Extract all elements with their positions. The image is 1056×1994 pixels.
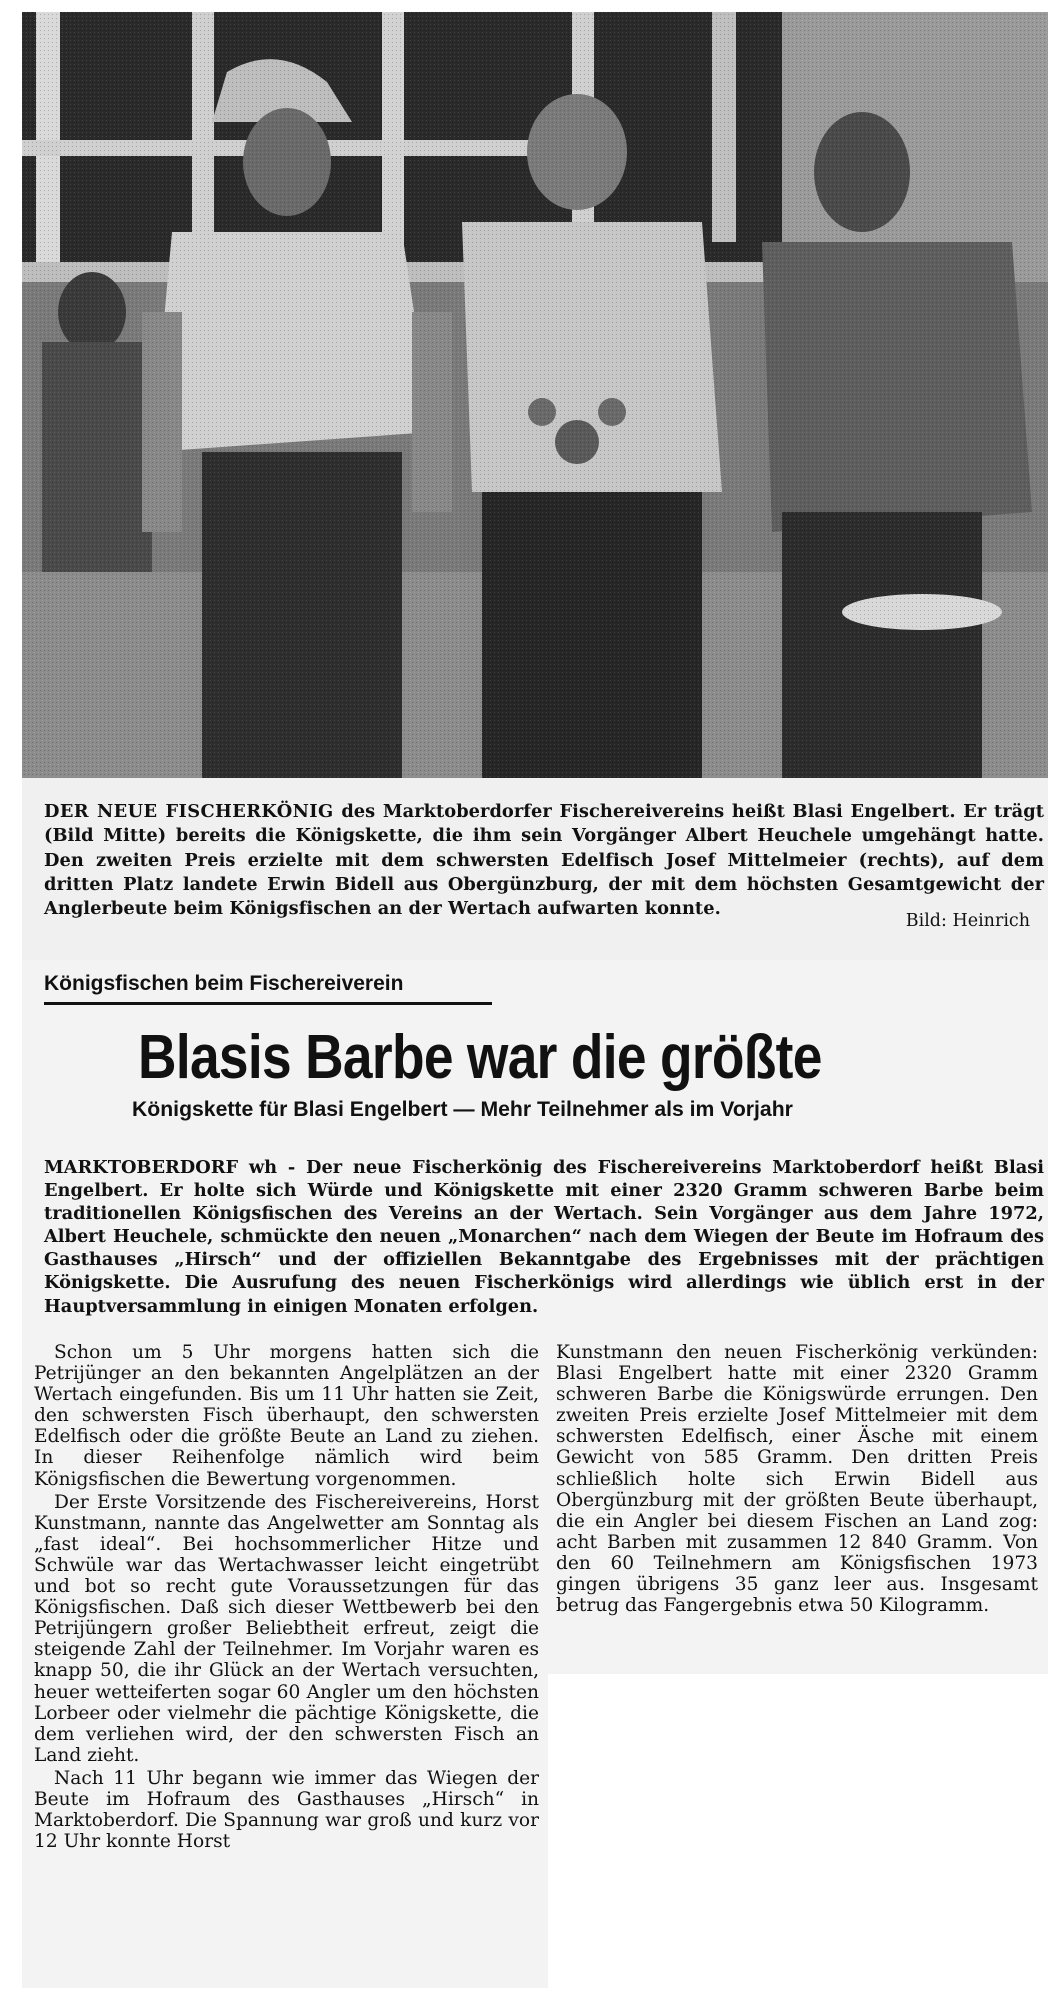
kicker: Königsfischen beim Fischereiverein [44,972,404,995]
photo-credit: Bild: Heinrich [905,911,1030,931]
newspaper-clipping [14,8,1054,1988]
article-column-left [22,1338,548,1988]
caption-text [44,800,1044,921]
article-column-right [548,1338,1048,1674]
caption-body: des Marktoberdorfer Fischereivereins heißt Blasi Engelbert. Er trägt (Bild Mitte) bereits die Königskette, die ihm sein Vorgänger Albert Heuchele umgehängt hatte. Den zweiten Preis erzielte mit dem schwersten Edelfisch Josef Mittelmeier (rechts), auf dem dritten Platz landete Erwin Bidell aus Obergünzburg, der mit dem höchsten Gesamtgewicht der Anglerbeute beim Königsfischen an der Wertach aufwarten konnte. [44,801,1044,920]
kicker-rule [44,1002,492,1005]
paragraph: Nach 11 Uhr begann wie immer das Wiegen der Beute im Hofraum des Gasthauses „Hirsch“ in Marktoberdorf. Die Spannung war groß und kurz vor 12 Uhr konnte Horst [34,1767,539,1853]
paragraph: Der Erste Vorsitzende des Fischereivereins, Horst Kunstmann, nannte das Angelwetter am Sonntag als „fast ideal“. Bei hochsommerlicher Hitze und Schwüle war das Wertachwasser leicht eingetrübt und bot so recht gute Voraussetzungen für das Königsfischen. Daß sich dieser Wettbewerb bei den Petrijüngern großer Beliebtheit erfreut, zeigt die steigende Zahl der Teilnehmer. Im Vorjahr waren es knapp 50, die ihr Glück an der Wertach versuchten, heuer wetteiferten sogar 60 Angler um den höchsten Lorbeer oder vielmehr die pächtige Königskette, die dem verliehen wird, der den schwersten Fisch an Land zieht. [34,1491,539,1766]
photo-icon [22,12,1048,778]
paragraph: Kunstmann den neuen Fischerkönig verkünden: Blasi Engelbert hatte mit einer 2320 Gramm schweren Barbe die Königswürde errungen. Den zweiten Preis erzielte Josef Mittelmeier mit dem schwersten Edelfisch, einer Äsche mit einem Gewicht von 585 Gramm. Den dritten Preis schließlich holte sich Erwin Bidell aus Obergünzburg mit der größten Beute überhaupt, die ein Angler bei diesem Fischen an Land zog: acht Barben mit zusammen 12 840 Gramm. Von den 60 Teilnehmern am Königsfischen 1973 gingen übrigens 35 ganz leer aus. Insgesamt betrug das Fangergebnis etwa 50 Kilogramm. [556,1342,1038,1617]
subheadline: Königskette für Blasi Engelbert — Mehr Teilnehmer als im Vorjahr [132,1098,793,1121]
photo-caption [22,778,1048,960]
news-photo [22,12,1048,778]
headline: Blasis Barbe war die größte [138,1023,822,1092]
lead-paragraph: MARKTOBERDORF wh - Der neue Fischerkönig des Fischereivereins Marktoberdorf heißt Blasi Engelbert. Er holte sich Würde und Königskette mit einer 2320 Gramm schweren Barbe beim traditionellen Königsfischen des Vereins an der Wertach. Sein Vorgänger aus dem Jahre 1972, Albert Heuchele, schmückte den neuen „Monarchen“ nach dem Wiegen der Beute im Hofraum des Gasthauses „Hirsch“ und der offiziellen Bekanntgabe des Ergebnisses mit der prächtigen Königskette. Die Ausrufung des neuen Fischerkönigs wird allerdings wie üblich erst in der Hauptversammlung in einigen Monaten erfolgen. [44,1157,1044,1317]
caption-lead: DER NEUE FISCHERKÖNIG [44,801,334,822]
paragraph: Schon um 5 Uhr morgens hatten sich die Petrijünger an den bekannten Angelplätzen an der Wertach eingefunden. Bis um 11 Uhr hatten sie Zeit, den schwersten Fisch überhaupt, den schwersten Edelfisch oder die größte Beute an Land zu ziehen. In dieser Reihenfolge nämlich wird beim Königsfischen die Bewertung vorgenommen. [34,1342,539,1490]
